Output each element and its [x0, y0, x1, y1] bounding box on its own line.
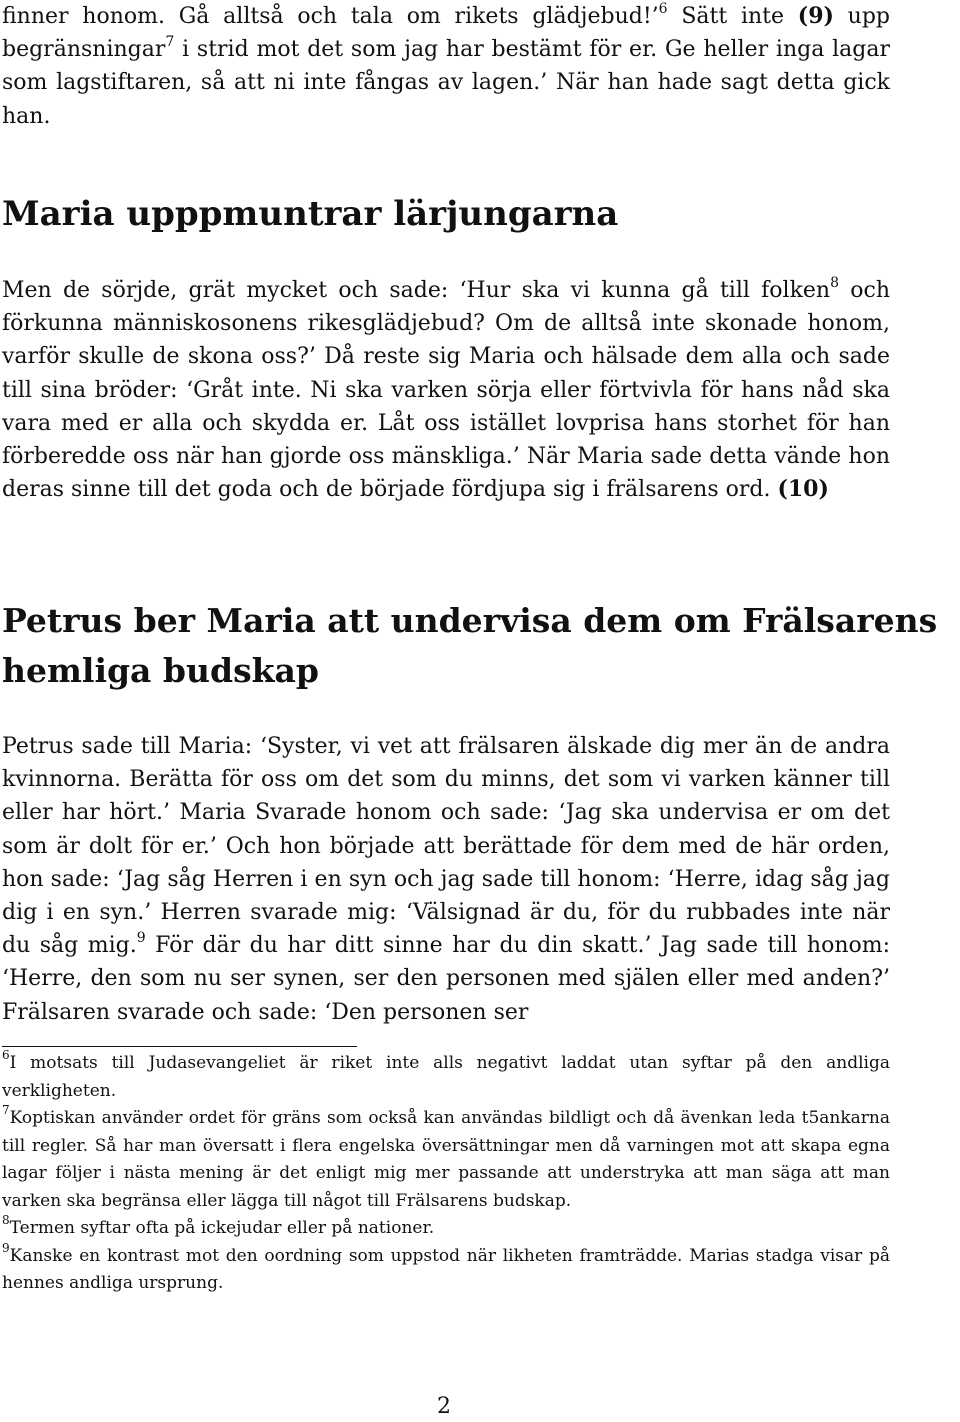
footnote-6	[2, 1050, 890, 1105]
footnote-ref-8[interactable]: 8	[830, 274, 840, 291]
section1-text-1: Men de sörjde, grät mycket och sade: ‘Hur ska vi kunna gå till folken	[2, 278, 831, 303]
intro-text-1: finner honom. Gå alltså och tala om rikets glädjebud!’	[2, 4, 659, 29]
footnote-text: Kanske en kontrast mot den oordning som uppstod när likheten framträdde. Marias stadga visar på hennes andliga ursprung.	[2, 1245, 890, 1293]
intro-text-2: Sätt inte	[667, 4, 798, 29]
footnote-ref-9[interactable]: 9	[136, 929, 146, 946]
section-heading-petrus	[2, 596, 960, 696]
footnote-9	[2, 1240, 890, 1298]
section-heading-maria: Maria upppmuntrar lärjungarna	[2, 194, 619, 234]
footnotes	[2, 1050, 890, 1298]
footnote-8	[2, 1215, 890, 1243]
footnote-text: I motsats till Judasevangeliet är riket inte alls negativt laddat utan syftar på den andliga verkligheten.	[2, 1053, 890, 1101]
section-heading-petrus-line1: Petrus ber Maria att undervisa dem om Frälsarens	[2, 601, 938, 640]
footnote-text: Koptiskan använder ordet för gräns som också kan användas bildligt och då ävenkan leda t5ankarna till regler. Så har man översatt i flera engelska översättningar men då varningen mot att skapa egna lagar följer i nästa mening är det enligt mig mer passande att understryka att man säga att man varken ska begränsa eller lägga till något till Frälsarens budskap.	[2, 1108, 890, 1211]
section-heading-petrus-line2: hemliga budskap	[2, 651, 319, 690]
section2-text-2: För där du har ditt sinne har du din skatt.’ Jag sade till honom: ‘Herre, den som nu ser synen, ser den personen med själen eller med anden?’ Frälsaren svarade och sade: ‘Den personen ser	[2, 933, 891, 1025]
section2-text-1: Petrus sade till Maria: ‘Syster, vi vet att frälsaren älskade dig mer än de andra kvinnorna. Berätta för oss om det som du minns, det som vi varken känner till eller har hört.’ Maria Svarade honom och sade: ‘Jag ska undervisa er om det som är dolt för er.’ Och hon började att berättade för dem med de här orden, hon sade: ‘Jag såg Herren i en syn och jag sade till honom: ‘Herre, idag såg jag dig i en syn.’ Herren svarade mig: ‘Välsignad är du, för du rubbades inte när du såg mig.	[2, 734, 890, 959]
footnote-divider	[2, 1046, 357, 1047]
intro-text-3: upp begränsningar	[2, 4, 891, 63]
section2-paragraph	[2, 730, 890, 1029]
verse-marker-10: (10)	[777, 476, 829, 503]
section1-paragraph	[2, 274, 890, 506]
intro-text-4: i strid mot det som jag har bestämt för er. Ge heller inga lagar som lagstiftaren, så att ni inte fångas av lagen.’ När han hade sagt detta gick han.	[2, 37, 890, 129]
footnote-number: 7	[2, 1103, 10, 1118]
verse-marker-9: (9)	[797, 3, 834, 29]
footnote-number: 6	[2, 1048, 10, 1063]
footnote-ref-6[interactable]: 6	[658, 0, 668, 17]
footnote-number: 8	[2, 1213, 10, 1228]
footnote-7	[2, 1105, 890, 1215]
section1-text-2: och förkunna människosonens rikesglädjebud? Om de alltså inte skonade honom, varför skulle de skona oss?’ Då reste sig Maria och hälsade dem alla och sade till sina bröder: ‘Gråt inte. Ni ska varken sörja eller förtvivla för hans nåd ska vara med er alla och skydda er. Låt oss istället lovprisa hans storhet för han förberedde oss när han gjorde oss mänskliga.’ När Maria sade detta vände hon deras sinne till det goda och de började fördjupa sig i frälsarens ord.	[2, 278, 890, 503]
footnote-number: 9	[2, 1240, 10, 1255]
intro-paragraph	[2, 0, 890, 133]
footnote-text: Termen syftar ofta på ickejudar eller på nationer.	[9, 1218, 435, 1238]
page-number: 2	[437, 1394, 451, 1419]
footnote-ref-7[interactable]: 7	[165, 33, 175, 50]
